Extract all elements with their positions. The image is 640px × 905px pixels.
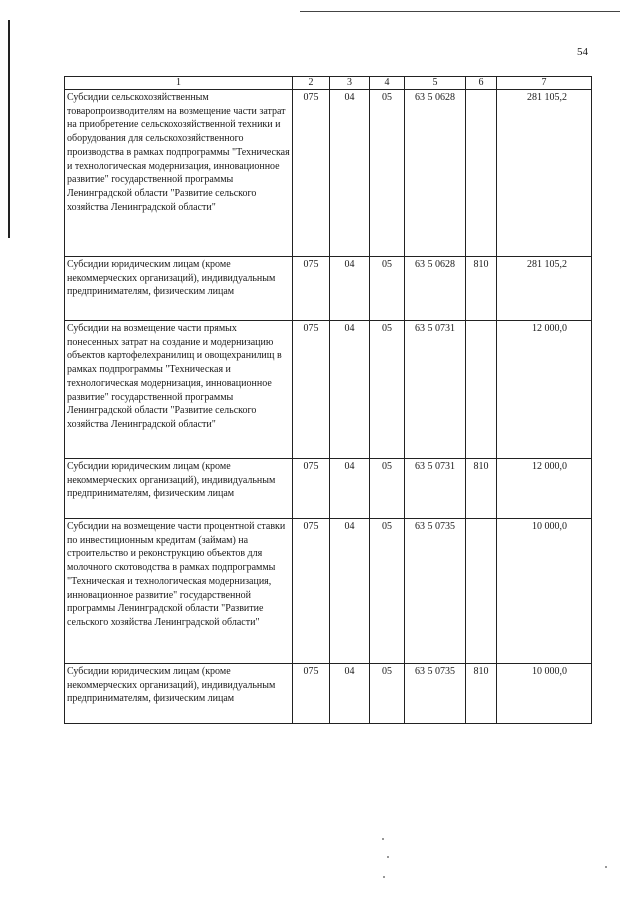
row-target-code: 63 5 0628 (405, 90, 466, 257)
row-subsection-code: 05 (370, 321, 405, 459)
table-row (65, 257, 592, 321)
row-name: Субсидии сельскохозяйственным товаропроизводителям на возмещение части затрат на приобретение сельскохозяйственной техники и оборудования для сельскохозяйственного производства в рамках подпрограммы "Техническая и технологическая модернизация, инновационное развитие" государственной программы Ленинградской области "Развитие сельского хозяйства Ленинградской области" (65, 90, 293, 257)
row-amount: 12 000,0 (497, 321, 592, 459)
scan-artifact-dot (383, 876, 385, 878)
row-type-code (466, 519, 497, 664)
row-type-code (466, 321, 497, 459)
row-subsection-code: 05 (370, 257, 405, 321)
header-cell-2: 2 (293, 77, 330, 90)
header-cell-1: 1 (65, 77, 293, 90)
row-type-code: 810 (466, 257, 497, 321)
row-subsection-code: 05 (370, 664, 405, 724)
table-row (65, 519, 592, 664)
row-section-code: 04 (330, 519, 370, 664)
row-amount: 12 000,0 (497, 459, 592, 519)
row-ministry-code: 075 (293, 257, 330, 321)
row-amount: 281 105,2 (497, 90, 592, 257)
table-row (65, 459, 592, 519)
row-name: Субсидии на возмещение части прямых понесенных затрат на создание и модернизацию объектов картофелехранилищ и овощехранилищ в рамках подпрограммы "Техническая и технологическая модернизация, инновационное развитие" государственной программы Ленинградской области "Развитие сельского хозяйства Ленинградской области" (65, 321, 293, 459)
scan-artifact-left-mark (8, 20, 10, 238)
row-section-code: 04 (330, 459, 370, 519)
row-section-code: 04 (330, 321, 370, 459)
row-ministry-code: 075 (293, 664, 330, 724)
budget-table (64, 76, 592, 724)
row-subsection-code: 05 (370, 459, 405, 519)
row-amount: 10 000,0 (497, 664, 592, 724)
row-section-code: 04 (330, 257, 370, 321)
row-name: Субсидии на возмещение части процентной ставки по инвестиционным кредитам (займам) на строительство и реконструкцию объектов для молочного скотоводства в рамках подпрограммы "Техническая и технологическая модернизация, инновационное развитие" государственной программы Ленинградской области "Развитие сельского хозяйства Ленинградской области" (65, 519, 293, 664)
header-cell-6: 6 (466, 77, 497, 90)
row-name: Субсидии юридическим лицам (кроме некоммерческих организаций), индивидуальным предпринимателям, физическим лицам (65, 257, 293, 321)
header-cell-3: 3 (330, 77, 370, 90)
row-type-code (466, 90, 497, 257)
scan-artifact-dot (387, 856, 389, 858)
row-target-code: 63 5 0731 (405, 321, 466, 459)
row-target-code: 63 5 0735 (405, 519, 466, 664)
row-ministry-code: 075 (293, 459, 330, 519)
scan-artifact-dot (382, 838, 384, 840)
row-name: Субсидии юридическим лицам (кроме некоммерческих организаций), индивидуальным предпринимателям, физическим лицам (65, 664, 293, 724)
header-cell-4: 4 (370, 77, 405, 90)
row-section-code: 04 (330, 90, 370, 257)
row-ministry-code: 075 (293, 321, 330, 459)
row-type-code: 810 (466, 664, 497, 724)
table-header-row (65, 77, 592, 90)
row-section-code: 04 (330, 664, 370, 724)
table-row (65, 90, 592, 257)
row-ministry-code: 075 (293, 90, 330, 257)
table-row (65, 664, 592, 724)
row-target-code: 63 5 0628 (405, 257, 466, 321)
row-amount: 281 105,2 (497, 257, 592, 321)
row-subsection-code: 05 (370, 90, 405, 257)
header-cell-5: 5 (405, 77, 466, 90)
row-name: Субсидии юридическим лицам (кроме некоммерческих организаций), индивидуальным предпринимателям, физическим лицам (65, 459, 293, 519)
row-type-code: 810 (466, 459, 497, 519)
row-ministry-code: 075 (293, 519, 330, 664)
row-target-code: 63 5 0731 (405, 459, 466, 519)
row-subsection-code: 05 (370, 519, 405, 664)
page-number: 54 (577, 46, 588, 58)
scan-artifact-dot (605, 866, 607, 868)
row-target-code: 63 5 0735 (405, 664, 466, 724)
header-cell-7: 7 (497, 77, 592, 90)
table-row (65, 321, 592, 459)
scan-artifact-top-line (300, 11, 620, 12)
row-amount: 10 000,0 (497, 519, 592, 664)
